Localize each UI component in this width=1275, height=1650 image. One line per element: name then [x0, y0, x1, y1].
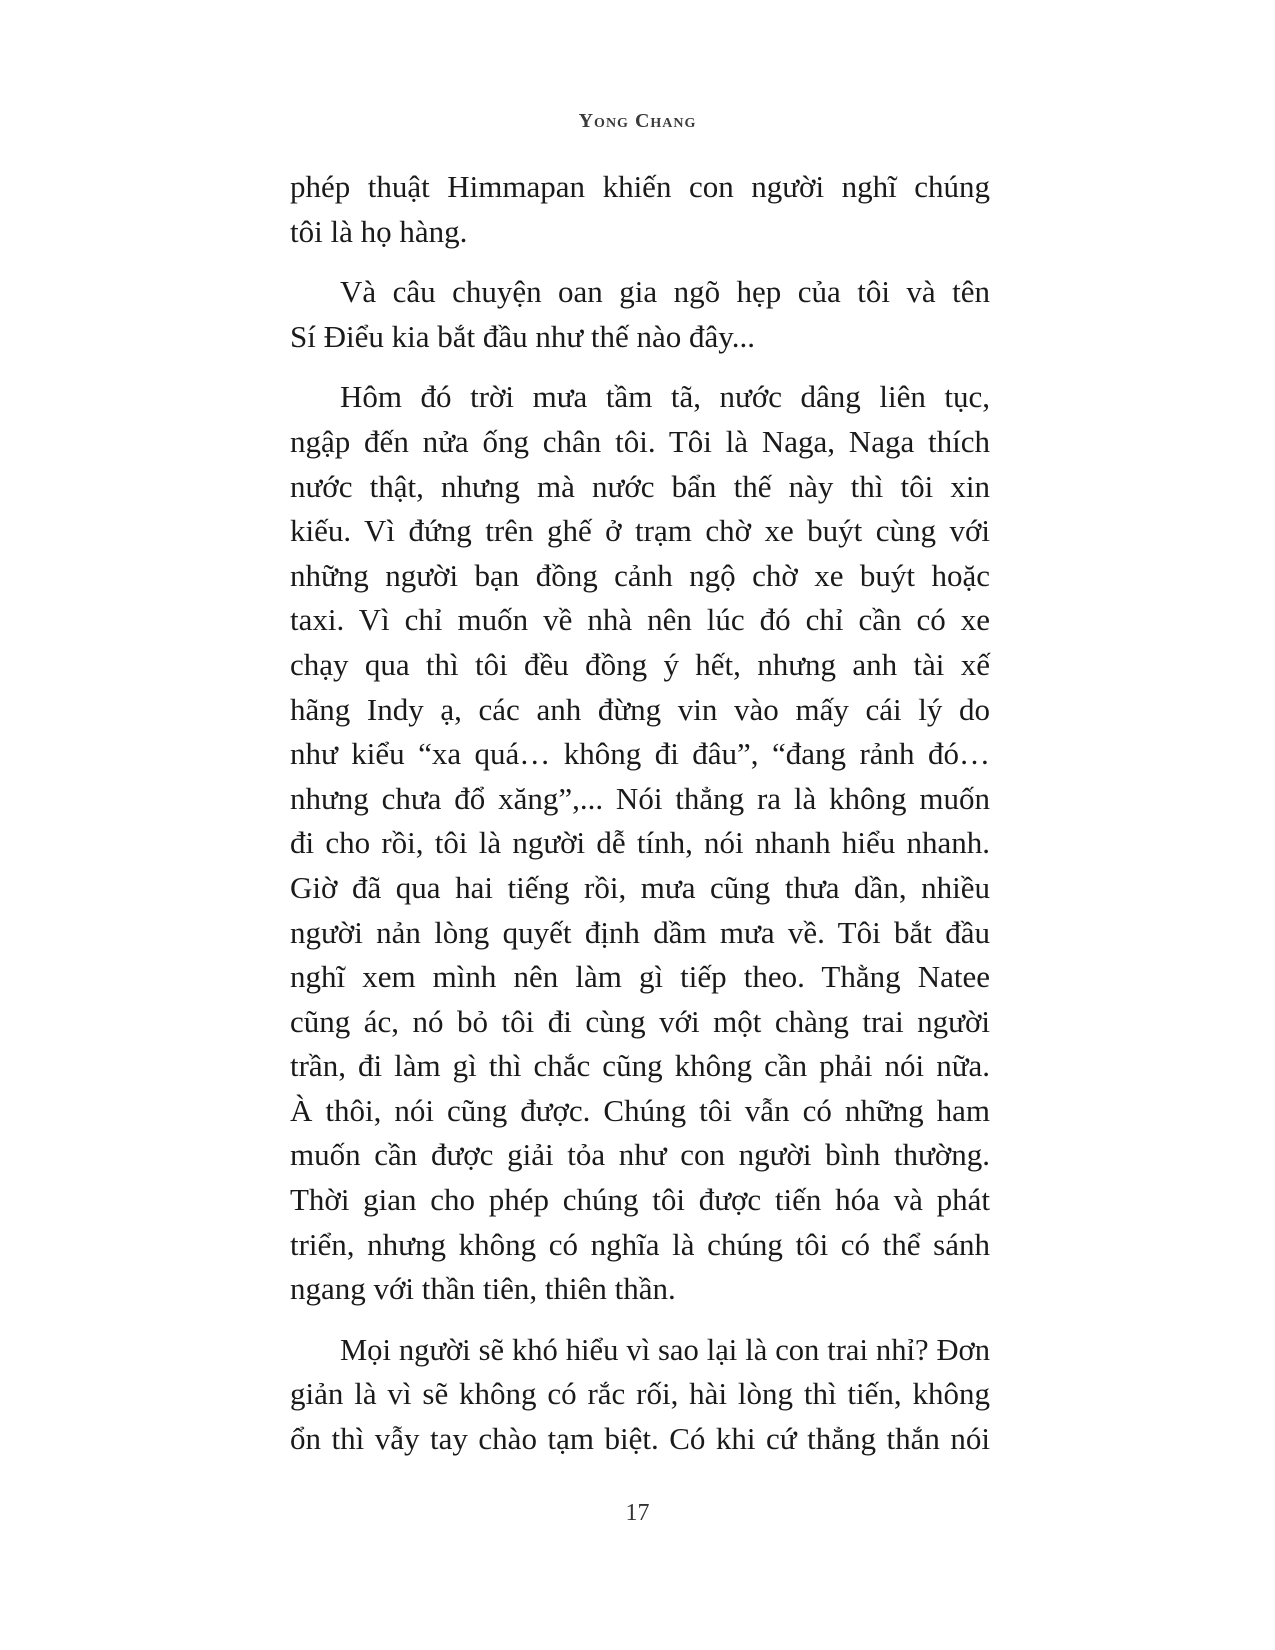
paragraph: [290, 165, 990, 254]
paragraph: [290, 375, 990, 1311]
text-line: muốn cần được giải tỏa như con người bình thường.: [290, 1137, 990, 1173]
text-line: giản là vì sẽ không có rắc rối, hài lòng thì tiến, không: [290, 1376, 990, 1412]
text-line: nhưng chưa đổ xăng”,... Nói thẳng ra là không muốn: [290, 780, 990, 816]
text-line: kiếu. Vì đứng trên ghế ở trạm chờ xe buýt cùng với: [290, 513, 990, 549]
text-line: nghĩ xem mình nên làm gì tiếp theo. Thằng Natee: [290, 959, 990, 995]
text-line: nước thật, nhưng mà nước bẩn thế này thì tôi xin: [290, 468, 990, 504]
text-line: triển, nhưng không có nghĩa là chúng tôi có thể sánh: [290, 1226, 990, 1262]
text-line: taxi. Vì chỉ muốn về nhà nên lúc đó chỉ cần có xe: [290, 602, 990, 638]
text-line: Hôm đó trời mưa tầm tã, nước dâng liên tục,: [340, 379, 990, 415]
text-line: À thôi, nói cũng được. Chúng tôi vẫn có những ham: [290, 1092, 990, 1128]
text-line: Thời gian cho phép chúng tôi được tiến hóa và phát: [290, 1182, 990, 1218]
text-line: những người bạn đồng cảnh ngộ chờ xe buýt hoặc: [290, 557, 990, 593]
text-line: ngập đến nửa ống chân tôi. Tôi là Naga, Naga thích: [290, 423, 990, 459]
body-text: [290, 165, 990, 1478]
paragraph: [290, 270, 990, 359]
text-line: tôi là họ hàng.: [290, 213, 468, 249]
text-line: như kiểu “xa quá… không đi đâu”, “đang rảnh đó…: [290, 736, 990, 772]
text-line: Giờ đã qua hai tiếng rồi, mưa cũng thưa dần, nhiều: [290, 869, 990, 905]
text-line: Và câu chuyện oan gia ngõ hẹp của tôi và tên: [340, 274, 990, 310]
text-line: ổn thì vẫy tay chào tạm biệt. Có khi cứ thẳng thắn nói: [290, 1421, 990, 1457]
text-line: cũng ác, nó bỏ tôi đi cùng với một chàng trai người: [290, 1003, 990, 1039]
text-line: Mọi người sẽ khó hiểu vì sao lại là con trai nhỉ? Đơn: [340, 1332, 990, 1367]
text-line: trần, đi làm gì thì chắc cũng không cần phải nói nữa.: [290, 1048, 990, 1084]
running-head: Yong Chang: [578, 110, 697, 132]
text-line: hãng Indy ạ, các anh đừng vin vào mấy cái lý do: [290, 691, 990, 727]
text-line: Sí Điểu kia bắt đầu như thế nào đây...: [290, 318, 756, 354]
text-line: đi cho rồi, tôi là người dễ tính, nói nhanh hiểu nhanh.: [290, 825, 990, 861]
page-number: 17: [625, 1500, 650, 1526]
text-line: phép thuật Himmapan khiến con người nghĩ chúng: [290, 169, 990, 204]
paragraph: [290, 1328, 990, 1462]
text-line: người nản lòng quyết định dầm mưa về. Tôi bắt đầu: [290, 914, 990, 950]
text-line: ngang với thần tiên, thiên thần.: [290, 1271, 676, 1307]
text-line: chạy qua thì tôi đều đồng ý hết, nhưng anh tài xế: [290, 646, 990, 682]
